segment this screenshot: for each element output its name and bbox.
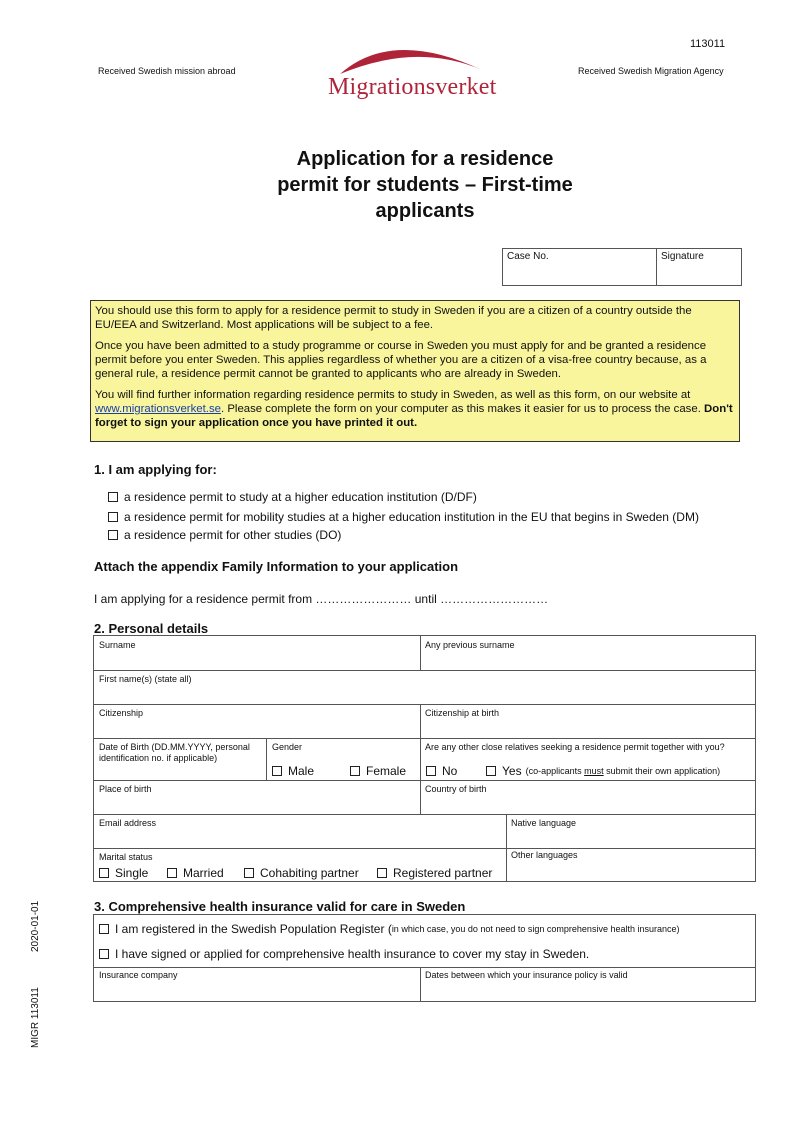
side-code: MIGR 113011 <box>30 987 41 1048</box>
single-label: Single <box>115 866 149 880</box>
period-line[interactable]: I am applying for a residence permit from …………………… until ……………………… <box>94 592 549 606</box>
title-line-2: permit for students – First-time <box>277 174 573 196</box>
insurance-table <box>93 914 756 1002</box>
info-notice <box>90 300 740 442</box>
country-of-birth-field[interactable]: Country of birth <box>425 784 487 794</box>
option-dDF[interactable] <box>108 490 477 504</box>
registered-text: I am registered in the Swedish Population Register ( <box>115 922 392 936</box>
signed-text: I have signed or applied for comprehensive health insurance to cover my stay in Sweden. <box>115 947 590 961</box>
place-of-birth-field[interactable]: Place of birth <box>99 784 152 794</box>
case-no-field[interactable]: Case No. <box>503 249 657 285</box>
relatives-question: Are any other close relatives seeking a residence permit together with you? <box>425 742 725 752</box>
insurance-company-field[interactable]: Insurance company <box>99 970 178 980</box>
notice-text: You will find further information regarding residence permits to study in Sweden, as well as this form, on our website at <box>95 389 691 401</box>
relatives-no[interactable] <box>426 764 457 778</box>
dob-field[interactable]: Date of Birth (DD.MM.YYYY, personal identification no. if applicable) <box>99 742 250 763</box>
marital-married[interactable] <box>167 866 224 880</box>
section-2-title: 2. Personal details <box>94 621 209 636</box>
citizenship-field[interactable]: Citizenship <box>99 708 144 718</box>
no-label: No <box>442 764 458 778</box>
sign-reminder: Don't forget to sign your application once you have printed it out. <box>95 403 733 429</box>
registered-label: Registered partner <box>393 866 493 880</box>
checkbox[interactable] <box>167 868 177 878</box>
surname-field[interactable]: Surname <box>99 640 136 650</box>
option-label: a residence permit for other studies (DO) <box>124 528 342 542</box>
marital-single[interactable] <box>99 866 148 880</box>
email-field[interactable]: Email address <box>99 818 157 828</box>
checkbox[interactable] <box>108 530 118 540</box>
case-box <box>502 248 742 286</box>
marital-cohabiting[interactable] <box>244 866 359 880</box>
side-date: 2020-01-01 <box>30 900 41 952</box>
checkbox[interactable] <box>377 868 387 878</box>
logo-arc-icon <box>322 34 512 78</box>
yes-note: (co-applicants must submit their own application) <box>525 766 721 776</box>
insurance-option-registered[interactable] <box>99 922 680 936</box>
section-1-title: 1. I am applying for: <box>94 462 217 477</box>
marital-registered[interactable] <box>377 866 492 880</box>
checkbox[interactable] <box>272 766 282 776</box>
gender-male[interactable] <box>272 764 314 778</box>
native-language-field[interactable]: Native language <box>511 818 577 828</box>
attach-note: Attach the appendix Family Information to your application <box>94 559 459 574</box>
checkbox[interactable] <box>244 868 254 878</box>
checkbox[interactable] <box>108 492 118 502</box>
insurance-dates-field[interactable]: Dates between which your insurance policy is valid <box>425 970 628 980</box>
migrationsverket-logo <box>322 34 512 102</box>
option-label: a residence permit to study at a higher education institution (D/DF) <box>124 490 477 504</box>
received-mission-label: Received Swedish mission abroad <box>98 66 236 76</box>
section-3-title: 3. Comprehensive health insurance valid for care in Sweden <box>94 899 466 914</box>
option-label: a residence permit for mobility studies at a higher education institution in the EU that begins in Sweden (DM) <box>124 510 699 524</box>
checkbox[interactable] <box>99 949 109 959</box>
option-dm[interactable] <box>108 510 699 524</box>
citizenship-birth-field[interactable]: Citizenship at birth <box>425 708 500 718</box>
checkbox[interactable] <box>99 868 109 878</box>
option-do[interactable] <box>108 528 341 542</box>
gender-female[interactable] <box>350 764 406 778</box>
gender-label: Gender <box>272 742 303 752</box>
checkbox[interactable] <box>108 512 118 522</box>
logo-text: Migrationsverket <box>328 74 497 100</box>
first-names-field[interactable]: First name(s) (state all) <box>99 674 192 684</box>
signature-field[interactable]: Signature <box>661 251 704 262</box>
married-label: Married <box>183 866 224 880</box>
form-number: 113011 <box>690 38 726 50</box>
notice-paragraph-1: You should use this form to apply for a residence permit to study in Sweden if you are a citizen of a country outside the EU/EEA and Switzerland. Most applications will be subject to a fee. <box>95 305 692 331</box>
title-line-1: Application for a residence <box>296 148 554 170</box>
cohabiting-label: Cohabiting partner <box>260 866 359 880</box>
marital-status-label: Marital status <box>99 852 153 862</box>
checkbox[interactable] <box>486 766 496 776</box>
notice-text: . Please complete the form on your computer as this makes it easier for us to process the case. <box>220 403 705 415</box>
insurance-option-signed[interactable] <box>99 947 589 961</box>
checkbox[interactable] <box>99 924 109 934</box>
checkbox[interactable] <box>350 766 360 776</box>
female-label: Female <box>366 764 407 778</box>
previous-surname-field[interactable]: Any previous surname <box>425 640 515 650</box>
relatives-yes[interactable] <box>486 764 720 778</box>
registered-note: in which case, you do not need to sign comprehensive health insurance) <box>391 924 680 934</box>
notice-paragraph-2: Once you have been admitted to a study programme or course in Sweden you must apply for and be granted a residence permit before you enter Sweden. This applies regardless of whether you are a citizen of a visa-free country because, as a general rule, a residence permit cannot be granted to applicants who are already in Sweden. <box>95 340 707 380</box>
personal-details-table <box>93 635 756 882</box>
male-label: Male <box>288 764 315 778</box>
website-link[interactable]: www.migrationsverket.se <box>95 403 221 415</box>
title-line-3: applicants <box>375 200 475 222</box>
yes-label: Yes <box>502 764 522 778</box>
other-languages-field[interactable]: Other languages <box>511 850 578 860</box>
checkbox[interactable] <box>426 766 436 776</box>
received-agency-label: Received Swedish Migration Agency <box>578 66 724 76</box>
page-title <box>200 146 650 224</box>
notice-paragraph-3 <box>95 388 735 430</box>
